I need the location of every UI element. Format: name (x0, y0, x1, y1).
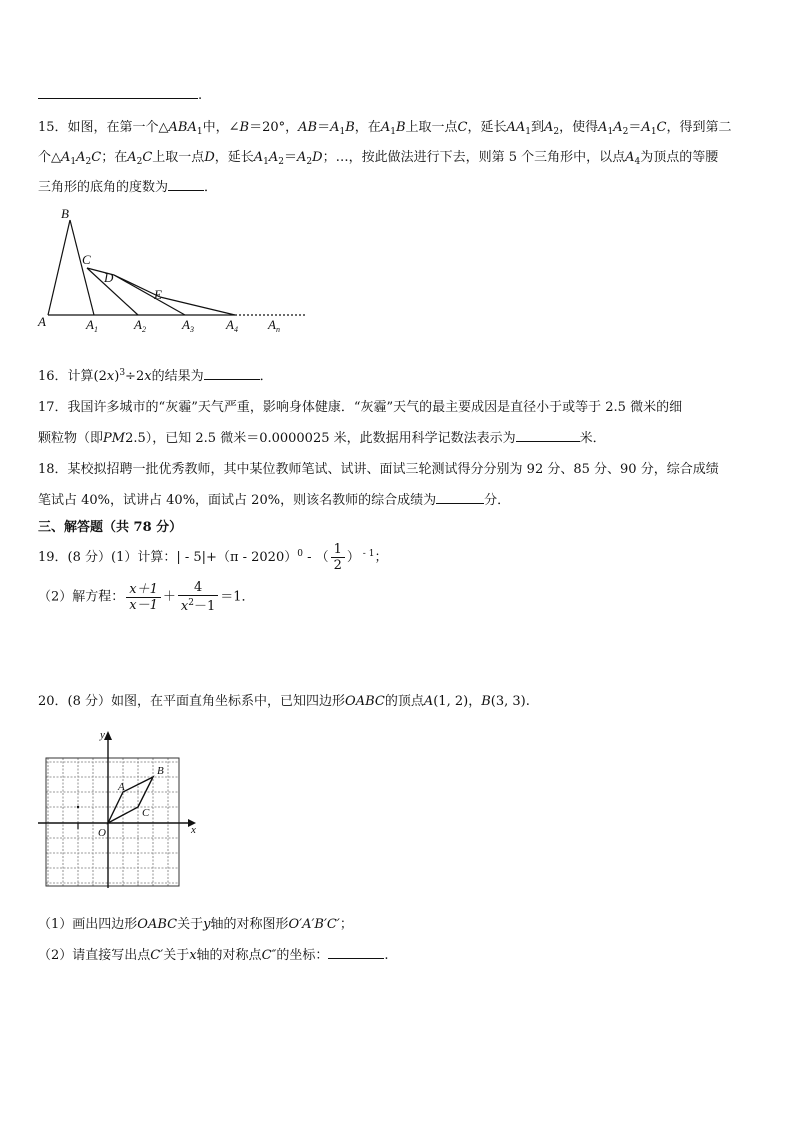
q20-part2: （2）请直接写出点C′关于x轴的对称点C″的坐标： . (38, 948, 389, 963)
q17-line1: 17．我国许多城市的“灰霾”天气严重，影响身体健康．“灰霾”天气的最主要成因是直径小于或等于 2.5 微米的细 (38, 400, 683, 415)
point-C-label: C (142, 807, 150, 819)
label-An: $A_n$ (268, 317, 280, 334)
label-E: E (154, 287, 162, 302)
q20-intro: 20．(8 分）如图，在平面直角坐标系中，已知四边形OABC的顶点A(1, 2)，B(3, 3). (38, 694, 530, 709)
label-A1: $A_1$ (86, 317, 98, 334)
q18-line1: 18．某校拟招聘一批优秀教师，其中某位教师笔试、试讲、面试三轮测试得分分别为 92 分、85 分、90 分，综合成绩 (38, 462, 719, 477)
q19-part2: （2）解方程： $\frac{x+1}{x-1}$ ＋ $\frac{4}{x^2-1}$ ＝1． (38, 580, 255, 614)
q19-part1: 19．(8 分）(1）计算：| - 5|+（π - 2020）$^0$ - （ $\frac{1}{2}$ ） $^{- 1}$； (38, 542, 388, 573)
fraction-1: $\frac{x+1}{x-1}$ (126, 582, 161, 613)
fraction-2: $\frac{4}{x^2-1}$ (178, 580, 218, 614)
label-B: B (61, 206, 69, 221)
answer-blank[interactable] (436, 491, 484, 504)
x-label: x (191, 824, 196, 836)
section-heading: 三、解答题（共 78 分） (38, 520, 183, 535)
label-A3: $A_3$ (182, 317, 194, 334)
label-A: A (38, 314, 46, 329)
q15-triangle-figure (30, 205, 320, 335)
answer-blank[interactable] (204, 367, 260, 380)
answer-blank[interactable] (38, 86, 198, 99)
q18-line2: 笔试占 40%，试讲占 40%，面试占 20%，则该名教师的综合成绩为 分． (38, 493, 511, 508)
point-A-label: A (118, 781, 125, 793)
label-D: D (104, 270, 114, 285)
q20-part1: （1）画出四边形OABC关于y轴的对称图形O′A′B′C′； (38, 917, 353, 932)
y-label: y (100, 729, 105, 741)
q16: 16．计算$(2x)^3\div 2x$的结果为 ． (38, 368, 273, 384)
answer-blank[interactable] (168, 178, 204, 191)
q15-line3: 三角形的底角的度数为 ． (38, 180, 218, 195)
answer-blank[interactable] (516, 429, 580, 442)
origin-label: O (98, 827, 106, 839)
q17-line2: 颗粒物（即PM2.5），已知 2.5 微米＝0.0000025 米，此数据用科学记数法表示为 米． (38, 431, 606, 446)
label-A2: $A_2$ (134, 317, 146, 334)
top-blank-line: . (38, 86, 202, 103)
point-B-label: B (157, 765, 164, 777)
label-C: C (82, 252, 91, 267)
fraction-half: $\frac{1}{2}$ (331, 542, 345, 573)
q15-line1: 15．如图，在第一个$\triangle ABA_1$中，∠B＝20°，$AB=A_1B$，在$A_1B$上取一点C，延长$AA_1$到$A_2$，使得$A_1A_2=A_1C$，得到第二 (38, 120, 732, 137)
q15-line2: 个$\triangle A_1A_2C$；在$A_2C$上取一点D，延长$A_1A_2=A_2D$；…，按此做法进行下去，则第 5 个三角形中，以点$A_4$为顶点的等腰 (38, 150, 719, 167)
label-A4: $A_4$ (226, 317, 238, 334)
answer-blank[interactable] (328, 946, 384, 959)
q20-coordinate-grid (36, 728, 206, 890)
